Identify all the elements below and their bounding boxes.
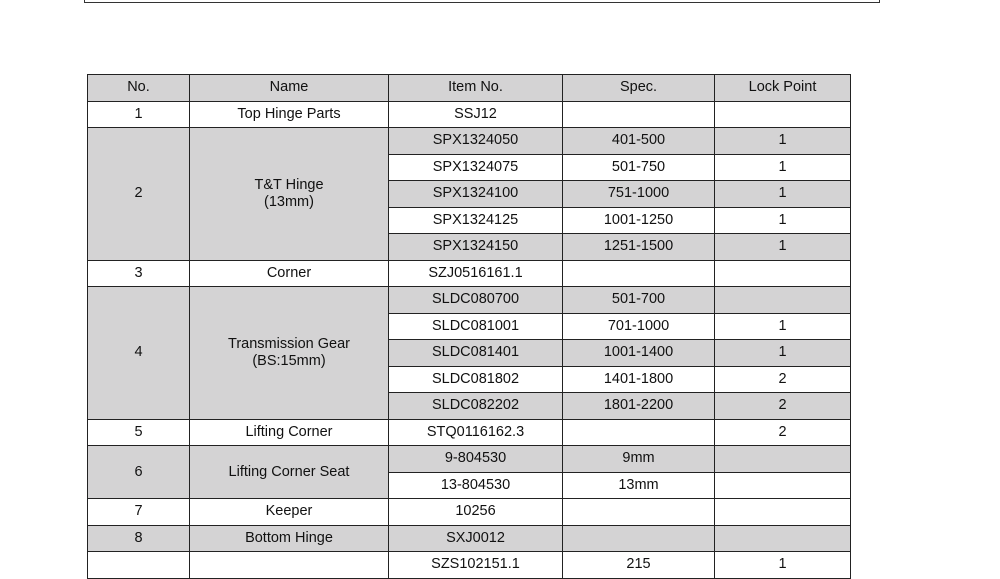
cell-lock: 1	[715, 340, 851, 367]
cell-no	[88, 552, 190, 579]
cell-item: SPX1324125	[389, 207, 563, 234]
cell-spec: 215	[563, 552, 715, 579]
parts-table-body	[88, 101, 851, 578]
cell-item: SZS102151.1	[389, 552, 563, 579]
cell-lock: 1	[715, 234, 851, 261]
header-name: Name	[190, 75, 389, 102]
cell-no: 3	[88, 260, 190, 287]
header-lock-point: Lock Point	[715, 75, 851, 102]
cell-spec	[563, 525, 715, 552]
cell-lock	[715, 472, 851, 499]
cell-spec: 1001-1400	[563, 340, 715, 367]
table-row	[88, 419, 851, 446]
cell-item: SSJ12	[389, 101, 563, 128]
cell-item: 10256	[389, 499, 563, 526]
cell-name	[190, 525, 389, 552]
cell-name-line: Keeper	[265, 503, 313, 520]
top-frame-border	[84, 0, 880, 3]
header-item-no: Item No.	[389, 75, 563, 102]
cell-item: 13-804530	[389, 472, 563, 499]
cell-spec: 501-750	[563, 154, 715, 181]
cell-item: SLDC081001	[389, 313, 563, 340]
cell-name-line: (BS:15mm)	[252, 352, 326, 369]
cell-lock: 1	[715, 552, 851, 579]
header-no: No.	[88, 75, 190, 102]
cell-lock	[715, 287, 851, 314]
cell-no: 4	[88, 287, 190, 420]
cell-spec: 1801-2200	[563, 393, 715, 420]
cell-item: SLDC080700	[389, 287, 563, 314]
cell-no: 5	[88, 419, 190, 446]
cell-lock: 2	[715, 393, 851, 420]
cell-name	[190, 287, 389, 420]
cell-spec: 701-1000	[563, 313, 715, 340]
cell-spec	[563, 260, 715, 287]
table-row	[88, 499, 851, 526]
parts-table	[87, 74, 851, 579]
cell-item: SXJ0012	[389, 525, 563, 552]
cell-lock	[715, 260, 851, 287]
cell-spec: 401-500	[563, 128, 715, 155]
cell-no: 8	[88, 525, 190, 552]
cell-name-line: (13mm)	[264, 193, 314, 210]
cell-name	[190, 446, 389, 499]
table-header-row	[88, 75, 851, 102]
table-row	[88, 128, 851, 155]
cell-item: SPX1324100	[389, 181, 563, 208]
table-row	[88, 287, 851, 314]
cell-spec: 501-700	[563, 287, 715, 314]
table-row	[88, 446, 851, 473]
cell-item: SLDC081401	[389, 340, 563, 367]
cell-no: 2	[88, 128, 190, 261]
cell-spec	[563, 499, 715, 526]
cell-lock	[715, 101, 851, 128]
cell-lock: 1	[715, 154, 851, 181]
cell-name-line: Lifting Corner Seat	[228, 463, 350, 480]
cell-no: 6	[88, 446, 190, 499]
cell-no: 1	[88, 101, 190, 128]
header-spec: Spec.	[563, 75, 715, 102]
cell-item: SPX1324075	[389, 154, 563, 181]
cell-lock	[715, 525, 851, 552]
table-row	[88, 525, 851, 552]
cell-name	[190, 260, 389, 287]
cell-name-line: Transmission Gear	[228, 335, 350, 352]
cell-name	[190, 552, 389, 579]
cell-name-line: Top Hinge Parts	[237, 105, 341, 122]
cell-spec: 9mm	[563, 446, 715, 473]
cell-spec: 1401-1800	[563, 366, 715, 393]
cell-name	[190, 101, 389, 128]
cell-name	[190, 499, 389, 526]
cell-lock: 2	[715, 419, 851, 446]
cell-spec: 751-1000	[563, 181, 715, 208]
table-row	[88, 101, 851, 128]
cell-item: SPX1324050	[389, 128, 563, 155]
cell-lock: 1	[715, 313, 851, 340]
cell-item: SLDC082202	[389, 393, 563, 420]
cell-spec: 1001-1250	[563, 207, 715, 234]
table-row	[88, 552, 851, 579]
cell-item: 9-804530	[389, 446, 563, 473]
cell-lock: 1	[715, 181, 851, 208]
cell-name-line: Lifting Corner	[245, 423, 333, 440]
cell-item: SPX1324150	[389, 234, 563, 261]
cell-lock	[715, 499, 851, 526]
cell-name	[190, 419, 389, 446]
cell-lock: 1	[715, 128, 851, 155]
cell-spec: 1251-1500	[563, 234, 715, 261]
cell-name-line: Bottom Hinge	[245, 529, 333, 546]
cell-name	[190, 128, 389, 261]
cell-item: SZJ0516161.1	[389, 260, 563, 287]
cell-spec	[563, 101, 715, 128]
cell-lock: 2	[715, 366, 851, 393]
cell-name-line: Corner	[266, 264, 312, 281]
cell-lock: 1	[715, 207, 851, 234]
cell-name-line: T&T Hinge	[254, 176, 324, 193]
cell-item: STQ0116162.3	[389, 419, 563, 446]
cell-no: 7	[88, 499, 190, 526]
cell-spec: 13mm	[563, 472, 715, 499]
cell-spec	[563, 419, 715, 446]
cell-lock	[715, 446, 851, 473]
table-row	[88, 260, 851, 287]
cell-item: SLDC081802	[389, 366, 563, 393]
